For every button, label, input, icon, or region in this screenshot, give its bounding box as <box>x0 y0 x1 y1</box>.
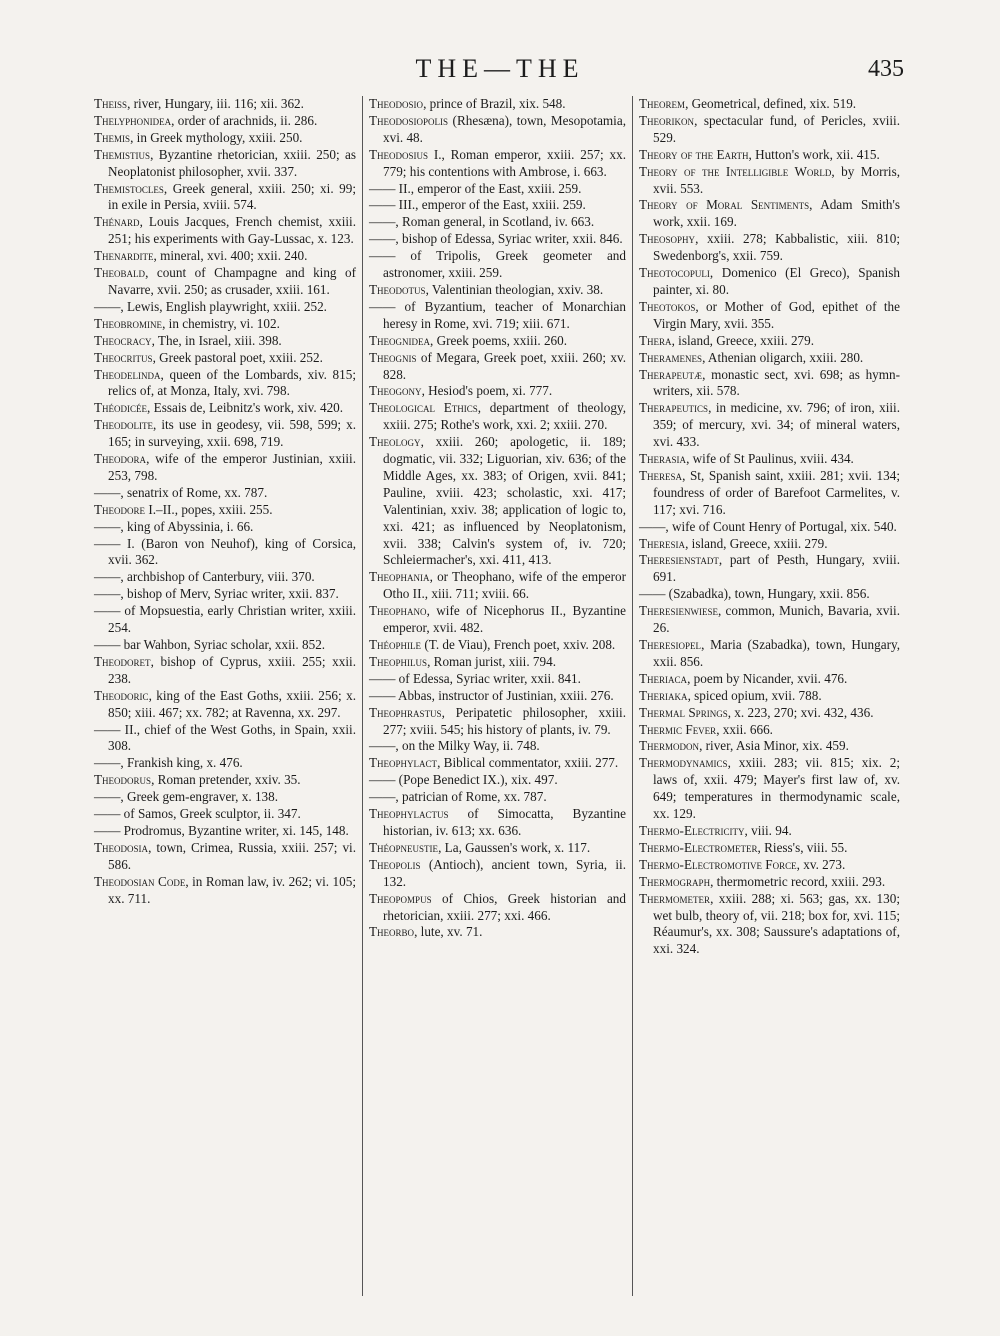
entry-text: , Roman jurist, xiii. 794. <box>427 653 557 669</box>
entry-headword: Theodosiopolis <box>369 112 449 128</box>
entry-text: I., Roman emperor, xxiii. 257; xx. 779; his contentions with Ambrose, i. 663. <box>383 146 626 179</box>
entry-text: ——, king of Abyssinia, i. 66. <box>94 518 254 534</box>
index-entry <box>369 705 626 739</box>
entry-headword: Theodotus <box>369 281 426 297</box>
index-entry <box>369 350 626 384</box>
entry-text: , wife of the emperor Justinian, xxiii. 253, 798. <box>108 451 356 483</box>
entry-text: , Peripatetic philosopher, xxiii. 277; xviii. 545; his history of plants, iv. 79. <box>383 704 626 737</box>
entry-text: , in Greek mythology, xxiii. 250. <box>130 129 303 145</box>
index-entry <box>94 772 356 789</box>
index-entry <box>639 451 900 468</box>
entry-text: , xxii. 666. <box>716 721 773 737</box>
index-entry <box>639 333 900 350</box>
index-entry <box>369 891 626 925</box>
entry-headword: Theodora <box>94 451 147 467</box>
index-entry <box>94 874 356 908</box>
entry-text: , xxiii. 288; xi. 563; gas, xx. 130; wet bulb, theory of, vii. 218; box for, xvi. 115; Réaumur's, xx. 308; Saussure's adaptations of, xxi. 324. <box>653 890 900 957</box>
index-entry <box>94 722 356 756</box>
index-entry <box>639 705 900 722</box>
entry-text: —— III., emperor of the East, xxiii. 259. <box>369 197 586 213</box>
entry-headword: Thenardite <box>94 248 154 264</box>
entry-text: —— I. (Baron von Neuhof), king of Corsica, xvii. 362. <box>94 535 356 568</box>
entry-text: —— (Pope Benedict IX.), xix. 497. <box>369 772 558 788</box>
entry-text: , bishop of Cyprus, xxiii. 255; xxii. 238. <box>108 653 356 686</box>
entry-text: , poem by Nicander, xvii. 476. <box>687 670 848 686</box>
entry-headword: Theocritus <box>94 349 153 365</box>
index-entry <box>639 671 900 688</box>
index-entry <box>94 502 356 519</box>
index-entry <box>94 417 356 451</box>
entry-text: , Biblical commentator, xxiii. 277. <box>437 755 619 771</box>
entry-text: —— of Edessa, Syriac writer, xxii. 841. <box>369 670 581 686</box>
entry-text: , x. 223, 270; xvi. 432, 436. <box>727 704 874 720</box>
entry-text: —— of Byzantium, teacher of Monarchian heresy in Rome, xvi. 719; xiii. 671. <box>369 298 626 331</box>
entry-headword: Thera <box>639 332 672 348</box>
entry-text: , prince of Brazil, xix. 548. <box>423 96 566 111</box>
entry-text: , xxiii. 260; apologetic, ii. 189; dogmatic, vii. 332; Liguorian, xiv. 636; of the Middle Ages, xx. 383; of Origen, xvii. 841; Pauline, xviii. 423; scholastic, xxi. 417; Valentinian, xxiv. 38; application of logic to, xxi. 421; as influenced by Neoplatonism, xvii. 338; Calvin's system of, iv. 720; Schleiermacher's, xxi. 411, 413. <box>383 434 626 568</box>
entry-headword: Thermal Springs <box>639 704 728 720</box>
index-entry <box>639 840 900 857</box>
index-entry <box>369 214 626 231</box>
entry-headword: Therasia <box>639 451 687 467</box>
index-entry <box>639 96 900 113</box>
entry-text: , The, in Israel, xiii. 398. <box>151 332 282 348</box>
entry-text: , or Theophano, wife of the emperor Otho II., xiii. 711; xviii. 66. <box>383 569 626 602</box>
entry-headword: Theophania <box>369 569 430 585</box>
entry-text: —— II., emperor of the East, xxiii. 259. <box>369 180 582 196</box>
entry-headword: Theognidea <box>369 332 431 348</box>
index-entry <box>639 265 900 299</box>
entry-text: , king of the East Goths, xxiii. 256; x. 850; xiii. 467; xx. 782; at Ravenna, xx. 297. <box>108 687 356 720</box>
entry-text: , queen of the Lombards, xiv. 815; relics of, at Monza, Italy, xvi. 798. <box>108 366 356 399</box>
entry-text: ——, bishop of Merv, Syriac writer, xxii. 837. <box>94 586 339 602</box>
index-entry <box>369 383 626 400</box>
index-entry <box>94 299 356 316</box>
entry-headword: Theorem <box>639 96 686 111</box>
index-entry <box>94 637 356 654</box>
entry-text: , xv. 273. <box>796 856 846 872</box>
entry-headword: Theophylact <box>369 755 438 771</box>
entry-text: , lute, xv. 71. <box>414 924 483 940</box>
index-entry <box>369 96 626 113</box>
index-column-2 <box>362 96 632 1296</box>
index-entry <box>94 96 356 113</box>
entry-text: , monastic sect, xvi. 698; as hymn-writers, xii. 578. <box>653 366 900 399</box>
index-entry <box>639 637 900 671</box>
index-entry <box>639 400 900 451</box>
entry-text: —— Abbas, instructor of Justinian, xxiii. 276. <box>369 687 614 703</box>
entry-headword: Theodosius <box>369 146 429 162</box>
index-entry <box>369 840 626 857</box>
index-entry <box>94 248 356 265</box>
entry-headword: Theological Ethics <box>369 400 478 416</box>
index-entry <box>369 231 626 248</box>
entry-headword: Themistocles <box>94 180 164 196</box>
index-entry <box>639 147 900 164</box>
index-entry <box>94 367 356 401</box>
entry-text: , St, Spanish saint, xxiii. 281; xvii. 134; foundress of order of Barefoot Carmelites, v. 117; xvi. 716. <box>653 467 900 517</box>
entry-headword: Theresienstadt <box>639 552 719 568</box>
index-entry <box>94 603 356 637</box>
entry-headword: Theodore <box>94 501 146 517</box>
index-entry <box>94 181 356 215</box>
entry-text: , wife of St Paulinus, xviii. 434. <box>686 451 854 467</box>
entry-text: , thermometric record, xxiii. 293. <box>710 873 886 889</box>
entry-headword: Themistius <box>94 146 151 162</box>
entry-text: , Hutton's work, xii. 415. <box>748 146 880 162</box>
index-entry <box>369 654 626 671</box>
entry-text: of Chios, Greek historian and rhetorician, xxiii. 277; xxi. 466. <box>383 890 626 923</box>
entry-text: ——, Lewis, English playwright, xxiii. 252. <box>94 298 327 314</box>
entry-headword: Themis <box>94 129 131 145</box>
index-entry <box>369 248 626 282</box>
entry-text: ——, archbishop of Canterbury, viii. 370. <box>94 569 315 585</box>
index-entry <box>639 738 900 755</box>
entry-headword: Theobald <box>94 265 146 281</box>
index-entry <box>639 874 900 891</box>
entry-text: —— (Szabadka), town, Hungary, xxii. 856. <box>639 586 870 602</box>
entry-text: , Byzantine rhetorician, xxiii. 250; as Neoplatonist philosopher, xvii. 337. <box>108 146 356 179</box>
entry-headword: Thelyphonidea <box>94 112 172 128</box>
index-entry <box>94 316 356 333</box>
entry-headword: Theriaca <box>639 670 688 686</box>
entry-headword: Theodosian Code <box>94 873 186 889</box>
page-header <box>0 52 1000 88</box>
entry-text: , xxiii. 283; vii. 815; xix. 2; laws of, xxii. 479; Mayer's first law of, xv. 649; temperatures in thermodynamic scale, xx. 129. <box>653 755 900 822</box>
index-entry <box>639 857 900 874</box>
entry-text: , Adam Smith's work, xxii. 169. <box>653 197 900 230</box>
index-entry <box>94 688 356 722</box>
entry-headword: Therapeutics <box>639 400 709 416</box>
entry-text: —— II., chief of the West Goths, in Spain, xxii. 308. <box>94 721 356 754</box>
entry-headword: Theology <box>369 434 421 450</box>
index-entry <box>369 434 626 569</box>
page-number: 435 <box>868 56 904 82</box>
index-entry <box>369 688 626 705</box>
entry-text: , viii. 94. <box>744 822 792 838</box>
entry-text: , xxiii. 278; Kabbalistic, xiii. 810; Swedenborg's, xxii. 759. <box>653 231 900 264</box>
entry-headword: Theresiopel <box>639 637 702 652</box>
entry-text: , spiced opium, xvii. 788. <box>687 687 822 703</box>
entry-headword: Theory of the Intelligible World <box>639 163 832 179</box>
entry-text: , river, Hungary, iii. 116; xii. 362. <box>127 96 304 111</box>
entry-text: , Louis Jacques, French chemist, xxiii. 251; his experiments with Gay-Lussac, x. 123. <box>108 214 356 247</box>
entry-text: , common, Munich, Bavaria, xvii. 26. <box>653 603 900 636</box>
entry-headword: Thermo-Electricity <box>639 822 745 838</box>
entry-headword: Théopneustie <box>369 839 439 855</box>
entry-headword: Theresienwiese <box>639 603 719 619</box>
index-entry <box>369 738 626 755</box>
entry-headword: Théodicée <box>94 400 148 416</box>
entry-headword: Theresa <box>639 467 683 483</box>
index-entry <box>369 857 626 891</box>
entry-text: , by Morris, xvii. 553. <box>653 163 900 196</box>
index-entry <box>639 519 900 536</box>
entry-headword: Thermo-Electromotive Force <box>639 856 797 872</box>
entry-headword: Theophilus <box>369 653 428 669</box>
entry-text: (Rhesæna), town, Mesopotamia, xvi. 48. <box>383 112 626 145</box>
entry-headword: Thermodon <box>639 738 700 754</box>
index-entry <box>369 400 626 434</box>
entry-headword: Theodosio <box>369 96 424 111</box>
index-entry <box>639 468 900 519</box>
entry-headword: Therapeutæ <box>639 366 703 382</box>
entry-headword: Theophrastus <box>369 704 442 720</box>
entry-text: , count of Champagne and king of Navarre, xvii. 250; as crusader, xxiii. 161. <box>108 265 356 297</box>
index-entry <box>94 823 356 840</box>
entry-text: , Greek pastoral poet, xxiii. 252. <box>152 349 323 365</box>
entry-headword: Thénard <box>94 214 140 230</box>
index-entry <box>94 113 356 130</box>
entry-headword: Theotocopuli <box>639 265 710 281</box>
entry-text: —— of Mopsuestia, early Christian writer, xxiii. 254. <box>94 603 356 636</box>
entry-text: I.–II., popes, xxiii. 255. <box>145 501 273 517</box>
index-entry <box>639 299 900 333</box>
index-entry <box>639 536 900 553</box>
entry-headword: Theotokos <box>639 298 696 314</box>
entry-headword: Theodorus <box>94 772 152 788</box>
entry-text: , department of theology, xxiii. 275; Rothe's work, xxi. 2; xxiii. 270. <box>383 400 626 433</box>
index-entry <box>639 722 900 739</box>
entry-text: (T. de Viau), French poet, xxiv. 208. <box>421 637 616 652</box>
entry-text: of Simocatta, Byzantine historian, iv. 613; xx. 636. <box>383 806 626 838</box>
entry-headword: Theiss <box>94 96 128 111</box>
entry-text: ——, bishop of Edessa, Syriac writer, xxii. 846. <box>369 231 623 247</box>
index-entry <box>94 130 356 147</box>
index-entry <box>369 113 626 147</box>
entry-headword: Theophano <box>369 603 427 619</box>
index-entry <box>94 333 356 350</box>
index-entry <box>369 181 626 198</box>
entry-text: , Maria (Szabadka), town, Hungary, xxii. 856. <box>653 637 900 669</box>
entry-text: , island, Greece, xxiii. 279. <box>685 535 828 551</box>
entry-text: , wife of Nicephorus II., Byzantine emperor, xvii. 482. <box>383 603 626 636</box>
entry-headword: Theopompus <box>369 890 432 906</box>
entry-headword: Theresia <box>639 535 686 551</box>
entry-text: of Megara, Greek poet, xxiii. 260; xv. 828. <box>383 349 626 382</box>
entry-text: , spectacular fund, of Pericles, xviii. 529. <box>653 112 900 145</box>
index-column-3 <box>632 96 902 1296</box>
entry-headword: Theophylactus <box>369 806 449 822</box>
index-entry <box>94 485 356 502</box>
index-entry <box>369 772 626 789</box>
entry-text: ——, Roman general, in Scotland, iv. 663. <box>369 214 595 230</box>
index-column-1 <box>92 96 362 1296</box>
entry-text: , Greek general, xxiii. 250; xi. 99; in exile in Persia, xviii. 574. <box>108 180 356 213</box>
index-entry <box>639 197 900 231</box>
index-entry <box>639 688 900 705</box>
index-entry <box>94 350 356 367</box>
entry-headword: Thermic Fever <box>639 721 717 737</box>
index-entry <box>369 333 626 350</box>
entry-headword: Theorbo <box>369 924 415 940</box>
index-entry <box>94 265 356 299</box>
index-columns <box>92 96 908 1296</box>
index-entry <box>639 350 900 367</box>
index-entry <box>94 654 356 688</box>
index-entry <box>369 755 626 772</box>
index-entry <box>94 519 356 536</box>
entry-text: ——, Frankish king, x. 476. <box>94 755 243 771</box>
entry-text: , Geometrical, defined, xix. 519. <box>685 96 857 111</box>
entry-text: , Athenian oligarch, xxiii. 280. <box>702 349 864 365</box>
index-entry <box>94 451 356 485</box>
index-entry <box>639 164 900 198</box>
entry-text: , mineral, xvi. 400; xxii. 240. <box>153 248 308 264</box>
index-entry <box>639 586 900 603</box>
entry-headword: Theodolite <box>94 417 154 433</box>
entry-headword: Theramenes <box>639 349 703 365</box>
index-entry <box>94 214 356 248</box>
index-entry <box>639 231 900 265</box>
index-entry <box>94 586 356 603</box>
index-entry <box>94 536 356 570</box>
entry-text: , Greek poems, xxiii. 260. <box>430 332 568 348</box>
entry-text: , Domenico (El Greco), Spanish painter, xi. 80. <box>653 265 900 297</box>
entry-headword: Theosophy <box>639 231 696 247</box>
index-entry <box>639 113 900 147</box>
index-entry <box>369 569 626 603</box>
index-entry <box>94 400 356 417</box>
entry-text: , island, Greece, xxiii. 279. <box>671 332 815 348</box>
entry-headword: Thermometer <box>639 890 711 906</box>
entry-headword: Theory of Moral Sentiments <box>639 197 810 213</box>
entry-text: , order of arachnids, ii. 286. <box>171 112 318 128</box>
entry-headword: Thermodynamics <box>639 755 728 771</box>
entry-headword: Theopolis <box>369 856 421 872</box>
index-entry <box>639 823 900 840</box>
index-entry <box>639 552 900 586</box>
index-entry <box>639 891 900 959</box>
entry-text: ——, senatrix of Rome, xx. 787. <box>94 484 268 500</box>
index-entry <box>94 840 356 874</box>
entry-text: , part of Pesth, Hungary, xviii. 691. <box>653 552 900 585</box>
entry-text: ——, patrician of Rome, xx. 787. <box>369 789 547 805</box>
entry-text: , in Roman law, iv. 262; vi. 105; xx. 711. <box>108 873 356 906</box>
entry-headword: Theodosia <box>94 839 149 855</box>
index-entry <box>369 806 626 840</box>
entry-text: , Riess's, viii. 55. <box>757 839 848 855</box>
entry-text: —— bar Wahbon, Syriac scholar, xxii. 852. <box>94 637 326 652</box>
index-entry <box>369 637 626 654</box>
index-entry <box>639 755 900 823</box>
entry-headword: Theobromine <box>94 315 163 331</box>
index-entry <box>369 603 626 637</box>
entry-text: ——, wife of Count Henry of Portugal, xix. 540. <box>639 518 897 534</box>
entry-text: , Roman pretender, xxiv. 35. <box>151 772 301 788</box>
entry-headword: Théophile <box>369 637 422 652</box>
index-entry <box>94 755 356 772</box>
index-entry <box>369 197 626 214</box>
entry-text: —— of Tripolis, Greek geometer and astronomer, xxiii. 259. <box>369 248 626 281</box>
entry-text: —— Prodromus, Byzantine writer, xi. 145, 148. <box>94 822 349 838</box>
entry-text: , Valentinian theologian, xxiv. 38. <box>425 281 604 297</box>
entry-text: , town, Crimea, Russia, xxiii. 257; vi. 586. <box>108 839 356 872</box>
index-entry <box>369 924 626 941</box>
entry-text: , Essais de, Leibnitz's work, xiv. 420. <box>147 400 344 416</box>
index-entry <box>369 299 626 333</box>
entry-text: , Hesiod's poem, xi. 777. <box>421 383 553 399</box>
entry-headword: Thermograph <box>639 873 711 889</box>
entry-text: ——, on the Milky Way, ii. 748. <box>369 738 540 754</box>
entry-text: , river, Asia Minor, xix. 459. <box>699 738 849 754</box>
running-title: THE—THE <box>415 54 585 83</box>
index-entry <box>94 806 356 823</box>
entry-text: , in chemistry, vi. 102. <box>162 315 280 331</box>
index-entry <box>369 671 626 688</box>
index-entry <box>369 789 626 806</box>
entry-headword: Thermo-Electrometer <box>639 839 758 855</box>
index-entry <box>369 147 626 181</box>
entry-headword: Theory of the Earth <box>639 146 749 162</box>
index-entry <box>94 569 356 586</box>
entry-text: (Antioch), ancient town, Syria, ii. 132. <box>383 856 626 889</box>
entry-text: , or Mother of God, epithet of the Virgin Mary, xvii. 355. <box>653 298 900 331</box>
entry-headword: Theogony <box>369 383 422 399</box>
index-entry <box>639 603 900 637</box>
index-entry <box>94 789 356 806</box>
entry-text: , its use in geodesy, vii. 598, 599; x. 165; in surveying, xxii. 698, 719. <box>108 417 356 450</box>
entry-headword: Theodelinda <box>94 366 161 382</box>
index-entry <box>94 147 356 181</box>
entry-text: , La, Gaussen's work, x. 117. <box>438 839 591 855</box>
index-entry <box>369 282 626 299</box>
entry-text: , in medicine, xv. 796; of iron, xiii. 359; of mercury, xvi. 34; of mineral waters, xvi. 433. <box>653 400 900 450</box>
entry-headword: Theocracy <box>94 332 152 348</box>
entry-text: ——, Greek gem-engraver, x. 138. <box>94 789 279 805</box>
entry-headword: Theodoric <box>94 687 149 703</box>
index-entry <box>639 367 900 401</box>
entry-headword: Theorikon <box>639 112 695 128</box>
entry-headword: Theodoret <box>94 653 151 669</box>
entry-headword: Theriaka <box>639 687 688 703</box>
entry-text: —— of Samos, Greek sculptor, ii. 347. <box>94 806 301 822</box>
entry-headword: Theognis <box>369 349 417 365</box>
